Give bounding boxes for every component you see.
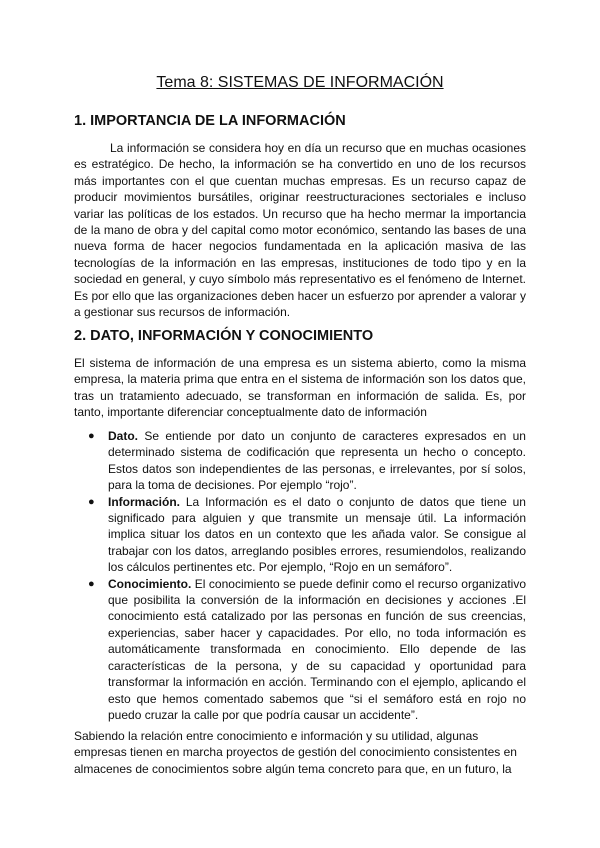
bullet-icon: ● bbox=[88, 495, 95, 508]
list-item bbox=[88, 494, 526, 576]
definitions-list bbox=[88, 428, 526, 723]
section2-intro: El sistema de información de una empresa es un sistema abierto, como la misma empresa, la materia prima que entra en el sistema de información son los datos que, tras un tratamiento adecuado, se transforman en información de salida. Es, por tanto, importante diferenciar conceptualmente dato de información bbox=[74, 356, 526, 420]
definition: El conocimiento se puede definir como el recurso organizativo que posibilita la conversión de la información en decisiones y acciones .El conocimiento está catalizado por las personas en función de sus creencias, experiencias, saber hacer y capacidades. Por ello, no toda información es automáticamente transformada en conocimiento. Ello depende de las características de la persona, y de su capacidad y oportunidad para transformar la información en acción. Terminando con el ejemplo, aplicando el esto que hemos comentado sabemos que “si el semáforo está en rojo no puedo cruzar la calle por que podría causar un accidente”. bbox=[108, 576, 526, 722]
page-title: Tema 8: SISTEMAS DE INFORMACIÓN bbox=[156, 74, 444, 91]
section-heading-importancia: 1. IMPORTANCIA DE LA INFORMACIÓN bbox=[74, 113, 346, 129]
definition: La Información es el dato o conjunto de datos que tiene un significado para alguien y que transmite un mensaje útil. La información implica situar los datos en un contexto que les añada valor. Se consigue al trabajar con los datos, arreglando posibles errores, resumiendolos, realizando los cálculos pertinentes etc. Por ejemplo, “Rojo en un semáforo”. bbox=[108, 494, 526, 575]
bullet-icon: ● bbox=[88, 577, 95, 590]
list-item bbox=[88, 428, 526, 494]
section1-paragraph: La información se considera hoy en día un recurso que en muchas ocasiones es estratégico. De hecho, la información se ha convertido en uno de los recursos más importantes con el que cuentan muchas empresas. Es un recurso capaz de producir movimientos bursátiles, originar reestructuraciones sectoriales e incluso variar las políticas de los estados. Un recurso que ha hecho mermar la importancia de la mano de obra y del capital como motor económico, sentando las bases de una nueva forma de hacer negocios fundamentada en la aplicación masiva de las tecnologías de la información en las empresas, instituciones de todo tipo y en la sociedad en general, y cuyo símbolo más representativo es el fenómeno de Internet. Es por ello que las organizaciones deben hacer un esfuerzo por aprender a valorar y a gestionar sus recursos de información. bbox=[74, 141, 526, 320]
bullet-icon: ● bbox=[88, 430, 95, 442]
list-item bbox=[88, 576, 526, 724]
section2-closing: Sabiendo la relación entre conocimiento e información y su utilidad, algunas empresas tienen en marcha proyectos de gestión del conocimiento consistentes en almacenes de conocimientos sobre algún tema concreto para que, en un futuro, la bbox=[74, 729, 517, 776]
term: Conocimiento. bbox=[108, 576, 195, 591]
section-heading-dato-informacion: 2. DATO, INFORMACIÓN Y CONOCIMIENTO bbox=[74, 328, 374, 344]
definition: Se entiende por dato un conjunto de caracteres expresados en un determinado sistema de codificación que representa un hecho o concepto. Estos datos son independientes de las personas, e irrelevantes, por sí solos, para la toma de decisiones. Por ejemplo “rojo”. bbox=[108, 429, 526, 493]
term: Información. bbox=[108, 494, 186, 509]
term: Dato. bbox=[108, 429, 145, 443]
